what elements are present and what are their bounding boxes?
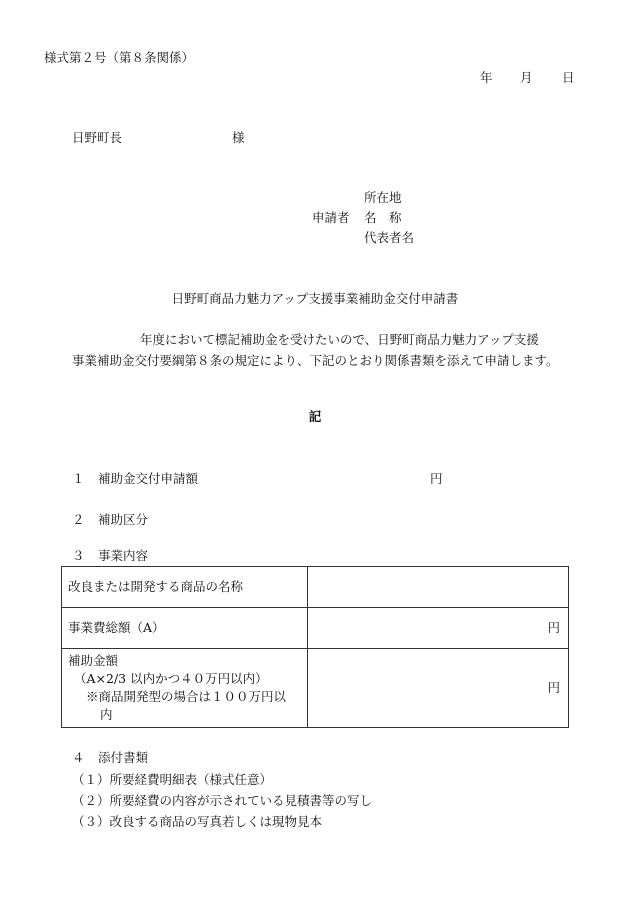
date-day-label: 日	[562, 70, 575, 85]
item-4-label: 添付書類	[98, 750, 149, 765]
project-content-table	[61, 566, 569, 728]
list-item: （２）所要経費の内容が示されている見積書等の写し	[72, 793, 373, 808]
body-line-1: 年度において標記補助金を受けたいので、日野町商品力魅力アップ支援	[140, 332, 539, 347]
subsidy-line-4: 内	[100, 707, 113, 722]
body-text	[72, 329, 592, 371]
list-item: （３）改良する商品の写真若しくは現物見本	[72, 814, 323, 829]
applicant-block	[312, 190, 414, 250]
form-number: 様式第２号（第８条関係）	[44, 50, 195, 65]
representative-label: 代表者名	[364, 230, 415, 245]
item-1-unit: 円	[430, 471, 443, 486]
item-4-number: ４	[72, 750, 85, 765]
addressee-name: 日野町長	[72, 130, 123, 145]
item-1-label: 補助金交付申請額	[98, 471, 199, 486]
item-3-label: 事業内容	[98, 548, 149, 563]
subsidy-line-1: 補助金額	[68, 653, 119, 668]
addressee-honorific: 様	[232, 130, 245, 145]
product-name-label: 改良または開発する商品の名称	[62, 567, 308, 608]
item-2	[72, 512, 148, 528]
total-cost-label: 事業費総額（A）	[62, 608, 308, 649]
name-label: 名 称	[364, 210, 402, 225]
item-2-label: 補助区分	[98, 512, 149, 527]
subsidy-line-2: （A×2/3 以内かつ４０万円以内）	[74, 671, 268, 686]
item-1-number: １	[72, 471, 85, 486]
attachment-list	[72, 769, 372, 832]
date-month-label: 月	[520, 70, 533, 85]
date-line	[480, 70, 575, 86]
item-3-number: ３	[72, 548, 85, 563]
addressee	[72, 130, 245, 146]
subsidy-amount-unit: 円	[308, 649, 569, 728]
date-year-label: 年	[480, 70, 493, 85]
total-cost-unit: 円	[308, 608, 569, 649]
item-3	[72, 548, 148, 564]
table-row	[62, 608, 569, 649]
list-item: （１）所要経費明細表（様式任意）	[72, 772, 273, 787]
applicant-role: 申請者	[312, 210, 350, 225]
ki-heading: 記	[308, 409, 322, 424]
body-line-2: 事業補助金交付要綱第８条の規定により、下記のとおり関係書類を添えて申請します。	[72, 353, 559, 368]
address-label: 所在地	[364, 190, 402, 205]
item-2-number: ２	[72, 512, 85, 527]
document-title: 日野町商品力魅力アップ支援事業補助金交付申請書	[171, 291, 459, 306]
item-1	[72, 471, 198, 487]
table-row	[62, 649, 569, 728]
subsidy-amount-label	[62, 649, 308, 728]
table-row	[62, 567, 569, 608]
product-name-value	[308, 567, 569, 608]
subsidy-line-3: ※商品開発型の場合は１００万円以	[86, 689, 287, 704]
item-4	[72, 750, 148, 766]
